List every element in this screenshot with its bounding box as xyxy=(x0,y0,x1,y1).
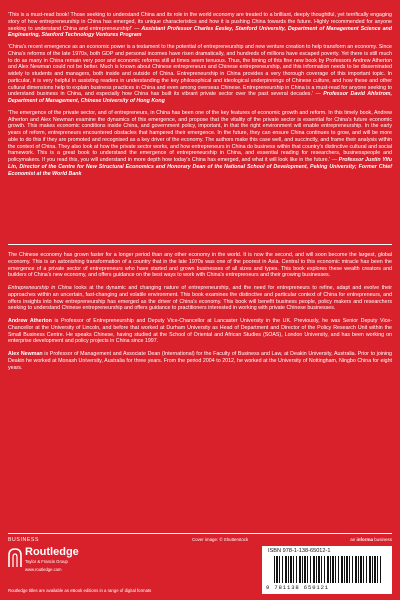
author-bio-newman xyxy=(8,351,392,371)
author-bio-text: is Professor of Entrepreneurship and Deputy Vice-Chancellor at Lancaster University in the UK. Previously, he was Senior Deputy Vice-Chancellor at the University of Lincoln, and before that worked at Durham University as Head of Department and Director of the Policy Research Unit within the Small Business Centre. He speaks Chinese, having studied at the School of Oriental and African Studies (SOAS), London University, and has been working on enterprise development and policy projects in China since 1997. xyxy=(8,318,392,345)
endorsement-1 xyxy=(8,12,392,39)
routledge-emblem-icon xyxy=(8,548,22,568)
barcode-number: 9 781138 650121 xyxy=(266,584,330,591)
barcode xyxy=(262,546,392,594)
endorsement-3 xyxy=(8,110,392,178)
book-description xyxy=(8,252,392,377)
author-name: Alex Newman xyxy=(8,351,43,357)
informa-imprint xyxy=(350,537,392,542)
imprint-suffix: business xyxy=(372,537,392,542)
publisher-url: www.routledge.com xyxy=(25,567,62,572)
endorsements xyxy=(8,12,392,182)
barcode-bars xyxy=(274,556,382,583)
divider-top xyxy=(8,244,392,245)
description-paragraph-2 xyxy=(8,285,392,312)
divider-bottom xyxy=(8,533,392,534)
cover-image-credit: Cover image: © Shutterstock xyxy=(192,537,249,542)
book-title-inline: Entrepreneurship in China xyxy=(8,285,72,291)
endorsement-text: 'China's recent emergence as an economic power is a testament to the potential of entrepreneurship and new venture creation to help transform an economy. Since China's reforms of the late 1970s, both GDP and personal incomes have risen dramatically, and hundreds of millions have escaped poverty. Yet there is still much to do as many in China remain very poor and economic reforms still at times seem tenuous. Thus, the timing of this fine new book by Professors Andrew Atherton and Alex Newman could not be better. Much is known about Chinese entrepreneurs and Chinese entrepreneurship, and this information needs to be disseminated widely to students and managers, both inside and outside of China. Entrepreneurship in China provides a very thorough coverage of this important topic. In particular, it is very helpful in assisting readers in understanding the key philosophical and ideological underpinnings of Chinese culture, and how these and other cultural dimensions help to explain business practices in China and even among overseas Chinese. Entrepreneurship in China is a must-read for anyone seeking to understand business in China, and especially how China has built its vibrant private sector over the past several decades.' — xyxy=(8,44,392,98)
endorsement-2 xyxy=(8,44,392,105)
isbn-label: ISBN 978-1-138-65012-1 xyxy=(268,548,331,554)
imprint-prefix: an xyxy=(350,537,357,542)
publisher-name: Routledge xyxy=(25,546,79,558)
publisher-subtitle: Taylor & Francis Group xyxy=(25,559,68,564)
endorsement-text: 'This is a must-read book! Those seeking to understand China and its role in the world economy are treated to a brilliant, deeply thoughtful, yet terrifically engaging story of how entrepreneurship in China has emerged, its unique characteristics and how it is pushing China towards the future. Highly recommended for anyone seeking to understand China and entrepreneurship!' — xyxy=(8,12,392,32)
author-bio-text: is Professor of Management and Associate Dean (International) for the Faculty of Business and Law, at Deakin University, Australia. Prior to joining Deakin he worked at Monash University, Australia for three years. From the period 2004 to 2012, he worked at the University of Nottingham, Ningbo China for eight years. xyxy=(8,351,392,371)
category-label: BUSINESS xyxy=(8,537,40,543)
description-paragraph-1: The Chinese economy has grown faster for a longer period than any other economy in the world. It is now the second, and will soon become the largest, global economy. This is an astonishing transformation of a country that in the late 1970s was one of the poorest in Asia. Central to this economic miracle has been the emergence of a private sector of entrepreneurs who have started and grown businesses of all sizes and types. This book explores these wealth creators and builders of China's new economy, and offers guidance on the best ways to work with China's entrepreneurs and their growing businesses. xyxy=(8,252,392,279)
publisher-logo xyxy=(8,546,88,578)
ebook-note: Routledge titles are available as eBook editions in a range of digital formats xyxy=(8,588,152,593)
endorsement-attribution: Assistant Professor Charles Eesley, Stanford University, Department of Management Science and Engineering, Stanford Technology Ventures Program xyxy=(8,25,392,39)
description-text: looks at the dynamic and changing nature of entrepreneurship, and the need for entrepreneurs to refine, adapt and evolve their approaches within an uncertain, fast-changing and volatile environment. This book examines the distinctive and particular context of China for entrepreneurs, and offers insights into how entrepreneurship has emerged as the driver of China's economy. This book will benefit business people, policy makers and researchers seeking to understand Chinese entrepreneurship and offers guidance to practitioners interested in working with private Chinese businesses. xyxy=(8,285,392,312)
endorsement-attribution: Professor Justin Yifu Lin, Director of the Centre for New Structural Economics and Honorary Dean of the National School of Development, Peking University; Former Chief Economist at the World Bank xyxy=(8,157,393,177)
author-bio-atherton xyxy=(8,318,392,345)
endorsement-attribution: Professor David Ahlstrom, Department of Management, Chinese University of Hong Kong xyxy=(8,91,392,104)
endorsement-text: 'The emergence of the private sector, and of entrepreneurs, in China has been one of the key features of economic growth and reform. In this timely book, Andrew Atherton and Alex Newman examine the dynamics of this emergence, and propose that the vitality of the private sector is essential for China's future economic growth. This makes economic conditions inside China, and government policy, important, in that the right environment will enable entrepreneurship. In the early years of reform, entrepreneurs encountered obstacles that hampered their emergence. In the future, they can ensure China continues to grow, and will be more able to do this if they are promoted and recognised as a key driver of the economy. The authors make this case well, and succinctly, and frame their analysis within the context of China. They also look at how the private sector works, and how entrepreneurs in China do business within that country's distinctive cultural and social framework. This is a great book to understand the emergence of entrepreneurship in China, and essential reading for researchers, businesspeople and policymakers. If you read this, you will understand in more depth how today's China has emerged, and what it will look like in the future.' — xyxy=(8,109,392,163)
imprint-brand: informa xyxy=(356,537,373,542)
author-name: Andrew Atherton xyxy=(8,318,52,324)
